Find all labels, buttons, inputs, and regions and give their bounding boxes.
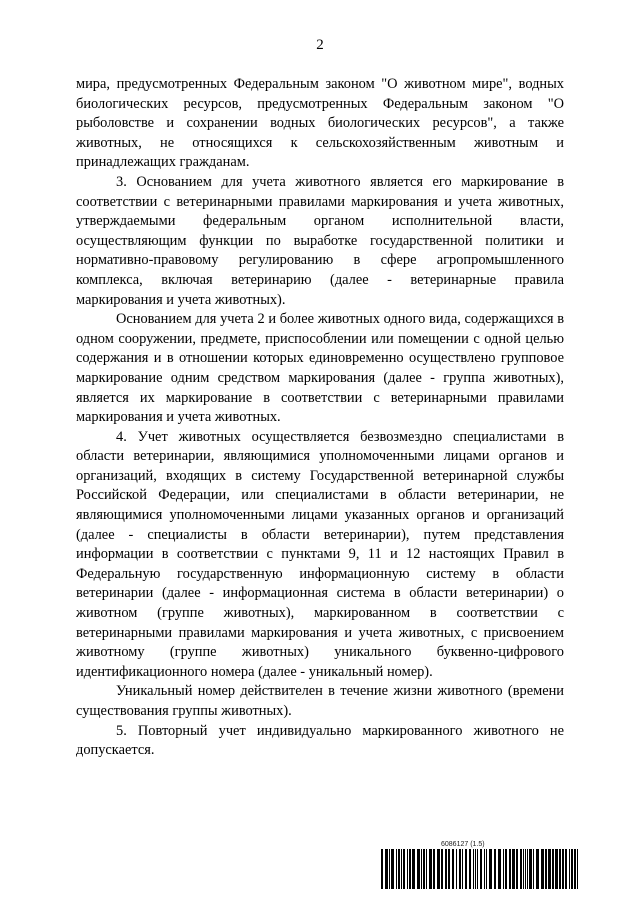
barcode-bar — [469, 849, 471, 889]
barcode-bar — [401, 849, 402, 889]
barcode-bar — [525, 849, 526, 889]
barcode-bar — [448, 849, 450, 889]
barcode-bar — [529, 849, 532, 889]
barcode-bar — [555, 849, 558, 889]
document-body — [76, 75, 564, 761]
barcode-bar — [512, 849, 515, 889]
barcode-bar — [426, 849, 427, 889]
paragraph-unique-number: Уникальный номер действителен в течение жизни животного (времени существования группы животных). — [76, 683, 564, 719]
barcode-bar — [403, 849, 405, 889]
barcode-bar — [421, 849, 422, 889]
barcode-bar — [505, 849, 507, 889]
barcode-bar — [452, 849, 454, 889]
barcode-bar — [437, 849, 440, 889]
barcode-bar — [417, 849, 420, 889]
barcode-bar — [480, 849, 482, 889]
barcode-bar — [459, 849, 461, 889]
barcode-bar — [456, 849, 457, 889]
barcode-bar — [409, 849, 411, 889]
barcode-bar — [445, 849, 447, 889]
barcode-bar — [541, 849, 544, 889]
barcode-bar — [548, 849, 551, 889]
barcode-bar — [494, 849, 496, 889]
barcode-bar — [484, 849, 485, 889]
barcode-bar — [498, 849, 501, 889]
barcode-bar — [429, 849, 432, 889]
barcode-bar — [545, 849, 547, 889]
barcode-bar — [571, 849, 573, 889]
barcode-bar — [565, 849, 567, 889]
barcode-bar — [398, 849, 400, 889]
barcode-bar — [574, 849, 576, 889]
barcode-bar — [473, 849, 474, 889]
barcode-bar — [577, 849, 578, 889]
barcode-bar — [477, 849, 478, 889]
barcode-bar — [391, 849, 394, 889]
barcode-bar — [423, 849, 425, 889]
barcode-bar — [407, 849, 408, 889]
barcode-bar — [441, 849, 443, 889]
barcode-bar — [533, 849, 534, 889]
barcode-bar — [486, 849, 487, 889]
barcode-bar — [412, 849, 415, 889]
barcode-bar — [385, 849, 388, 889]
barcode-image — [381, 849, 580, 889]
barcode-bar — [516, 849, 518, 889]
barcode-bar — [396, 849, 397, 889]
paragraph-item-3: 3. Основанием для учета животного является его маркирование в соответствии с ветеринарными правилами маркирования и учета животных, утверждаемыми федеральным органом исполнительной власти, осуществляющим функции по выработке государственной политики и нормативно-правовому регулированию в сфере агропромышленного комплекса, включая ветеринарию (далее - ветеринарные правила маркирования и учета животных). — [76, 173, 564, 308]
barcode-bar — [562, 849, 564, 889]
barcode-bar — [462, 849, 463, 889]
barcode-block — [381, 840, 580, 889]
barcode-bar — [381, 849, 383, 889]
barcode-bar — [433, 849, 435, 889]
barcode-bar — [475, 849, 476, 889]
barcode-bar — [503, 849, 504, 889]
barcode-bar — [465, 849, 467, 889]
barcode-bar — [523, 849, 524, 889]
paragraph-item-4: 4. Учет животных осуществляется безвозмездно специалистами в области ветеринарии, являющимися уполномоченными лицами органов и организаций, входящих в систему Государственной ветеринарной службы Российской Федерации, или специалистами в области ветеринарии, не являющимися уполномоченными лицами указанных органов и организаций (далее - специалисты в области ветеринарии), путем представления информации в соответствии с пунктами 9, 11 и 12 настоящих Правил в Федеральную государственную информационную систему в области ветеринарии (далее - информационная система в области ветеринарии) о животном (группе животных), маркированном в соответствии с ветеринарными правилами маркирования и учета животных, с присвоением животному (группе животных) уникального буквенно-цифрового идентификационного номера (далее - уникальный номер). — [76, 428, 564, 680]
paragraph-item-5: 5. Повторный учет индивидуально маркированного животного не допускается. — [76, 722, 564, 759]
barcode-bar — [389, 849, 390, 889]
barcode-label: 6086127 (1.5) — [441, 841, 485, 848]
barcode-bar — [559, 849, 561, 889]
barcode-bar — [552, 849, 554, 889]
barcode-bar — [509, 849, 511, 889]
barcode-bar — [569, 849, 570, 889]
barcode-bar — [489, 849, 492, 889]
barcode-bar — [520, 849, 522, 889]
page-number: 2 — [316, 37, 324, 53]
paragraph-group-marking: Основанием для учета 2 и более животных одного вида, содержащихся в одном сооружении, предмете, приспособлении или помещении с одной целью содержания и в отношении которых единовременно осуществлено групповое маркирование одним средством маркирования (далее - группа животных), является их маркирование в соответствии с ветеринарными правилами маркирования и учета животных. — [76, 311, 564, 426]
barcode-bar — [536, 849, 539, 889]
barcode-bar — [527, 849, 528, 889]
paragraph-continuation: мира, предусмотренных Федеральным законом "О животном мире", водных биологических ресурсов, предусмотренных Федеральным законом "О рыболовстве и сохранении водных биологических ресурсов", а также животных, не относящихся к сельскохозяйственным животным и принадлежащих гражданам. — [76, 76, 564, 171]
